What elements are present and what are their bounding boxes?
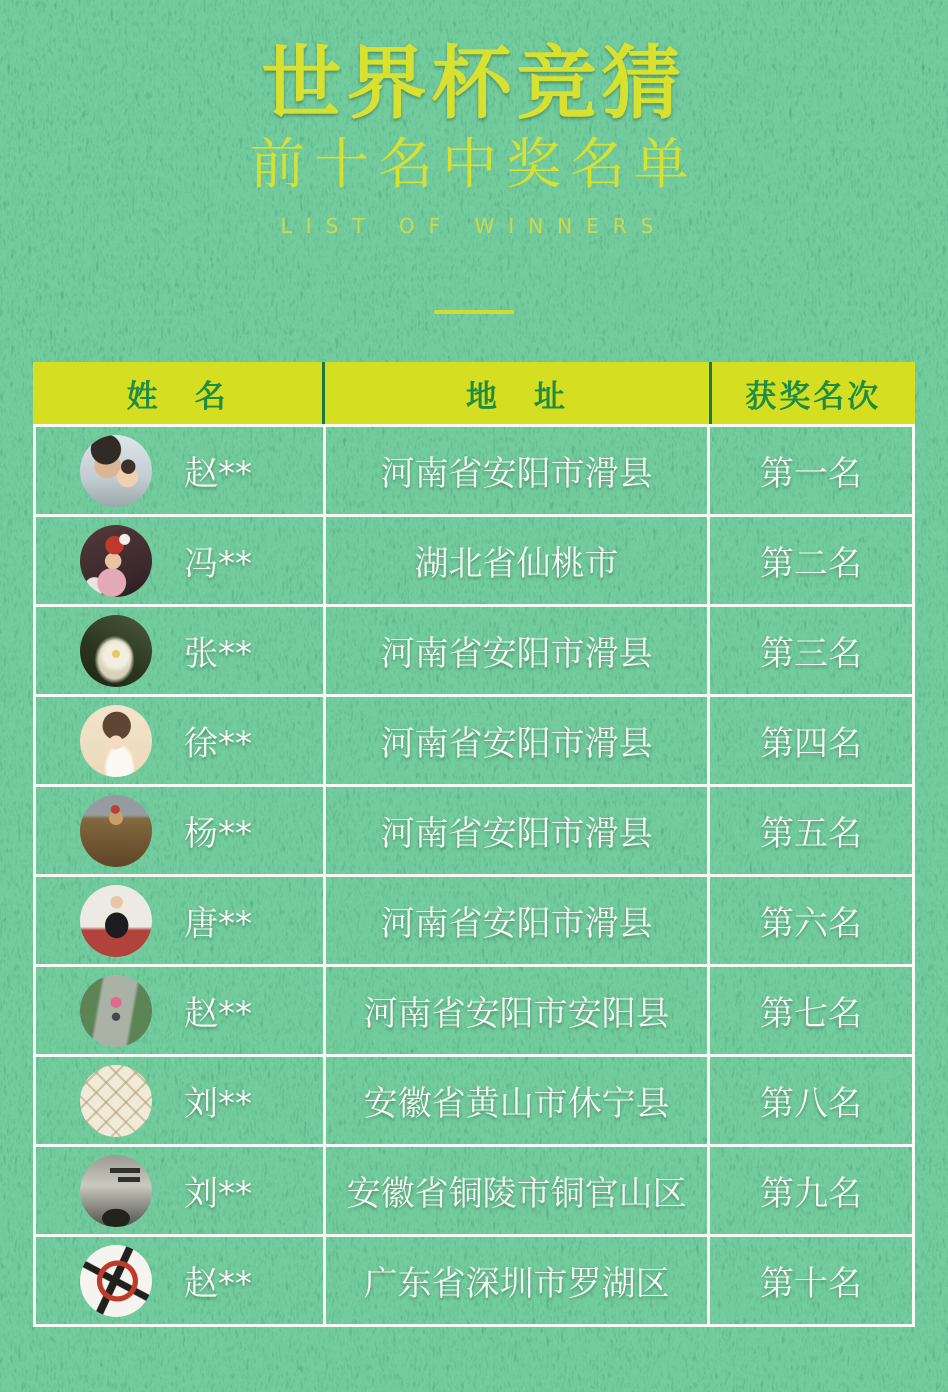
winner-name: 唐** <box>184 904 252 944</box>
winner-name: 冯** <box>184 544 252 584</box>
winner-rank: 第七名 <box>707 967 912 1054</box>
winner-name: 赵** <box>184 1264 252 1304</box>
avatar <box>80 1155 152 1227</box>
winner-rank: 第五名 <box>707 787 912 874</box>
winner-address: 广东省深圳市罗湖区 <box>323 1237 707 1324</box>
winners-table <box>33 362 915 1327</box>
table-row <box>36 424 912 514</box>
winner-address: 安徽省黄山市休宁县 <box>323 1057 707 1144</box>
winner-address: 河南省安阳市滑县 <box>323 607 707 694</box>
winner-name: 刘** <box>184 1084 252 1124</box>
winner-name: 赵** <box>184 994 252 1034</box>
avatar <box>80 435 152 507</box>
table-header-row <box>33 362 915 424</box>
table-row <box>36 784 912 874</box>
avatar <box>80 975 152 1047</box>
winner-rank: 第九名 <box>707 1147 912 1234</box>
winner-name: 张** <box>184 634 252 674</box>
avatar <box>80 615 152 687</box>
column-header-rank: 获奖名次 <box>709 362 915 424</box>
winner-rank: 第二名 <box>707 517 912 604</box>
winner-address: 安徽省铜陵市铜官山区 <box>323 1147 707 1234</box>
winner-rank: 第三名 <box>707 607 912 694</box>
winner-address: 河南省安阳市滑县 <box>323 697 707 784</box>
table-row <box>36 964 912 1054</box>
table-row <box>36 514 912 604</box>
page-subtitle: 前十名中奖名单 <box>249 132 698 196</box>
winner-name: 徐** <box>184 724 252 764</box>
winner-rank: 第六名 <box>707 877 912 964</box>
avatar <box>80 1245 152 1317</box>
divider-line <box>434 310 514 314</box>
winner-address: 河南省安阳市安阳县 <box>323 967 707 1054</box>
avatar <box>80 885 152 957</box>
table-row <box>36 694 912 784</box>
winner-address: 河南省安阳市滑县 <box>323 787 707 874</box>
winner-address: 湖北省仙桃市 <box>323 517 707 604</box>
winner-rank: 第四名 <box>707 697 912 784</box>
avatar <box>80 525 152 597</box>
page-tagline: LIST OF WINNERS <box>280 213 668 238</box>
winner-name: 杨** <box>184 814 252 854</box>
winner-rank: 第八名 <box>707 1057 912 1144</box>
avatar <box>80 1065 152 1137</box>
column-header-address: 地 址 <box>322 362 708 424</box>
avatar <box>80 795 152 867</box>
table-row <box>36 874 912 964</box>
table-row <box>36 1054 912 1144</box>
winner-name: 赵** <box>184 454 252 494</box>
page-title: 世界杯竞猜 <box>261 37 687 130</box>
winner-name: 刘** <box>184 1174 252 1214</box>
masthead <box>0 0 948 362</box>
winner-address: 河南省安阳市滑县 <box>323 877 707 964</box>
winner-rank: 第一名 <box>707 427 912 514</box>
winner-address: 河南省安阳市滑县 <box>323 427 707 514</box>
table-row <box>36 1144 912 1234</box>
avatar <box>80 705 152 777</box>
winner-rank: 第十名 <box>707 1237 912 1324</box>
table-row <box>36 1234 912 1324</box>
column-header-name: 姓 名 <box>126 378 229 415</box>
table-row <box>36 604 912 694</box>
table-body <box>33 424 915 1327</box>
